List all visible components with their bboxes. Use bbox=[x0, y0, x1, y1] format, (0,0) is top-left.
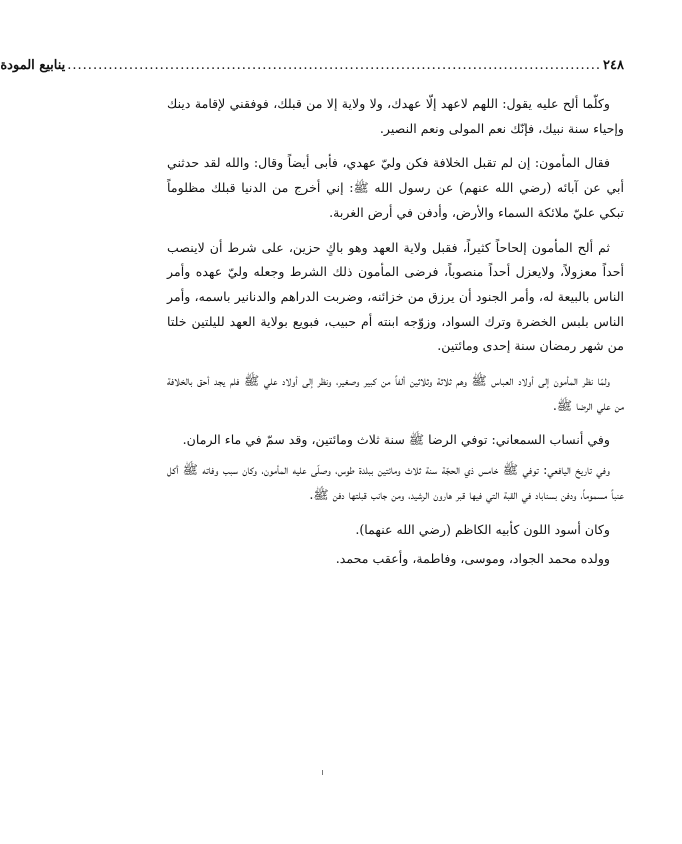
book-title: ينابيع المودة bbox=[0, 58, 66, 73]
paragraph-supplication: وكلّما ألح عليه يقول: اللهم لاعهد إلّا عهدك، ولا ولاية إلا من قبلك، فوفقني لإقامة دينك وإحياء سنة نبيك، فإنّك نعم المولى ونعم النصير. bbox=[167, 96, 624, 136]
header-leader-dots: ........................................................................................................ bbox=[67, 58, 602, 73]
paragraph-mamun-offer: فقال المأمون: إن لم تقبل الخلافة فكن وليّ عهدي، فأبى أيضاً وقال: والله لقد حدثني أبي عن آبائه (رضي الله عنهم) عن رسول الله ﷺ: إني أخرج من الدنيا قبلك مظلوماً تبكي عليّ ملائكة السماء والأرض، وأدفن في أرض الغربة. bbox=[167, 155, 624, 220]
paragraph-yafii: وفي تاريخ اليافعي: توفي ﷺ خامس ذي الحجّة سنة ثلاث ومائتين ببلدة طوس، وصلّى عليه المأمون، وكان سبب وفاته ﷺ أكل عنباً مسموماً، ودفن بسناباد في القبة التي فيها قبر هارون الرشيد، ومن جانب قبلتها دفن ﷺ. bbox=[167, 462, 624, 502]
book-page bbox=[0, 58, 624, 582]
paragraph-samani: وفي أنساب السمعاني: توفي الرضا ﷺ سنة ثلاث ومائتين، وقد سمّ في ماء الرمان. bbox=[182, 432, 610, 448]
scan-mark bbox=[322, 770, 323, 775]
running-header bbox=[0, 58, 624, 78]
paragraph-complexion: وكان أسود اللون كأبيه الكاظم (رضي الله عنهما). bbox=[355, 521, 610, 537]
paragraph-covenant: ثم ألح المأمون إلحاحاً كثيراً، فقبل ولاية العهد وهو باكٍ حزين، على شرط أن لاينصب أحداً معزولاً، ولايعزل أحداً منصوباً، فرضى المأمون ذلك الشرط وجعله وليّ عهده وأمر الناس بالبيعة له، وأمر الجنود أن يرزق من خزائنه، وضربت الدراهم والدنانير باسمه، وأمر الناس بلبس الخضرة وترك السواد، وزوّجه ابنته أم حبيب، فبويع بولاية العهد لليلتين خلتا من شهر رمضان سنة إحدى ومائتين. bbox=[167, 239, 624, 354]
page-body bbox=[167, 92, 624, 572]
paragraph-children: وولده محمد الجواد، وموسى، وفاطمة، وأعقب محمد. bbox=[335, 551, 610, 567]
page-number: ٢٤٨ bbox=[603, 58, 624, 73]
paragraph-abbasids: ولمّا نظر المأمون إلى أولاد العباس ﷺ وهم ثلاثة وثلاثين ألفاً من كبير وصغير، ونظر إلى أولاد علي ﷺ فلم يجد أحق بالخلافة من علي الرضا ﷺ. bbox=[167, 373, 624, 413]
